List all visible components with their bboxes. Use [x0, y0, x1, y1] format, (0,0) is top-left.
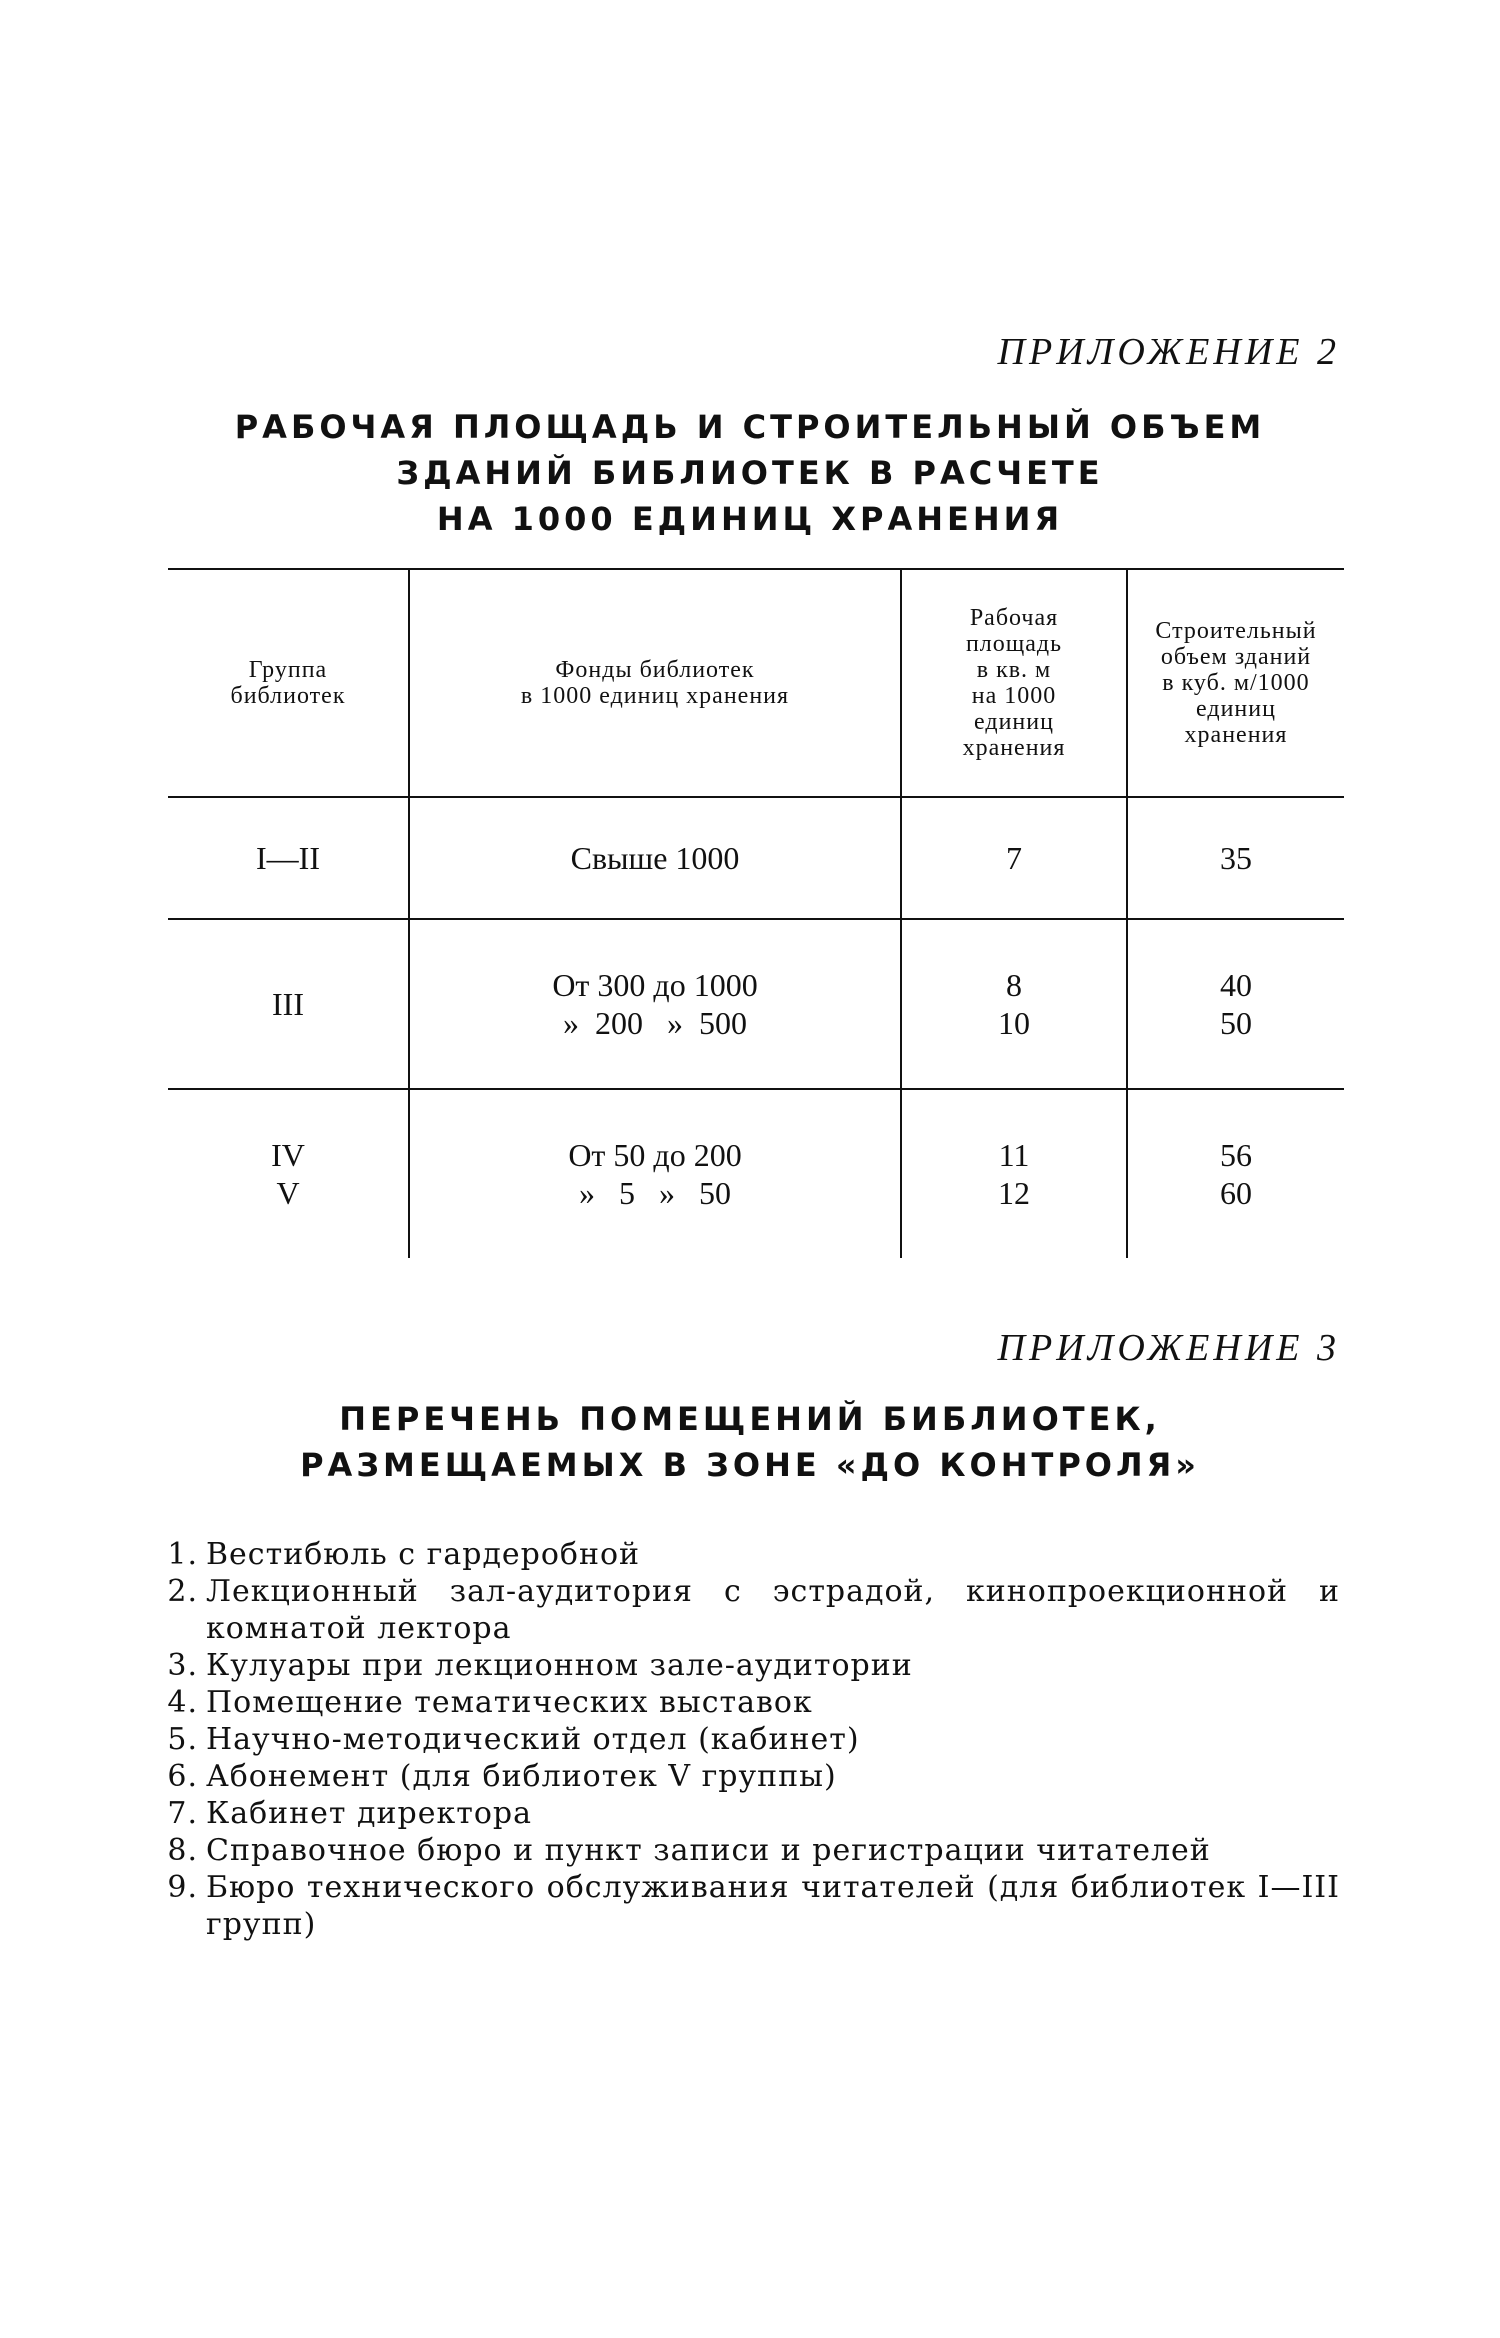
list-item: [160, 1573, 1340, 1647]
list-text: Научно-методический отдел (кабинет): [206, 1722, 860, 1757]
appendix-2-title: [0, 404, 1500, 542]
header-text: Группа: [248, 657, 328, 683]
list-number: 3.: [167, 1648, 198, 1683]
cell-value: III: [272, 986, 304, 1022]
list-text: Справочное бюро и пункт записи и регистрации читателей: [206, 1833, 1211, 1868]
list-item: [160, 1684, 1340, 1721]
header-text: в куб. м/1000: [1162, 670, 1310, 696]
cell-value: От 300 до 1000: [552, 967, 758, 1003]
title-line: ПЕРЕЧЕНЬ ПОМЕЩЕНИЙ БИБЛИОТЕК,: [339, 1400, 1161, 1438]
list-text: Помещение тематических выставок: [206, 1685, 813, 1720]
cell-value: 12: [998, 1175, 1030, 1211]
header-group: [168, 570, 408, 796]
list-number: 1.: [167, 1537, 198, 1572]
cell-volume: [1126, 798, 1344, 918]
list-item: [160, 1647, 1340, 1684]
cell-value: 10: [998, 1005, 1030, 1041]
header-text: Строительный: [1155, 618, 1317, 644]
title-line: РАЗМЕЩАЕМЫХ В ЗОНЕ «ДО КОНТРОЛЯ»: [300, 1446, 1200, 1484]
cell-value: 60: [1220, 1175, 1252, 1211]
cell-value: 35: [1220, 840, 1252, 876]
cell-value: От 50 до 200: [568, 1137, 742, 1173]
header-text: площадь: [965, 631, 1063, 657]
list-item: [160, 1721, 1340, 1758]
cell-value: IV: [271, 1137, 305, 1173]
list-number: 8.: [167, 1833, 198, 1868]
header-text: хранения: [962, 735, 1066, 761]
cell-value: Свыше 1000: [570, 840, 740, 876]
header-text: единиц: [1196, 696, 1276, 722]
cell-group: [168, 920, 408, 1088]
header-text: Рабочая: [969, 605, 1059, 631]
cell-value: 56: [1220, 1137, 1252, 1173]
table-row: [168, 920, 1344, 1088]
cell-value: 8: [1006, 967, 1022, 1003]
cell-area: [900, 798, 1126, 918]
title-line: РАБОЧАЯ ПЛОЩАДЬ И СТРОИТЕЛЬНЫЙ ОБЪЕМ: [234, 408, 1266, 446]
library-area-table: [168, 568, 1344, 1258]
cell-area: [900, 920, 1126, 1088]
list-number: 7.: [167, 1796, 198, 1831]
header-text: в кв. м: [976, 657, 1052, 683]
header-area: [900, 570, 1126, 796]
table-header-row: [168, 570, 1344, 796]
list-item: [160, 1832, 1340, 1869]
cell-value: I—II: [256, 840, 320, 876]
list-text: Кулуары при лекционном зале-аудитории: [206, 1648, 913, 1683]
cell-volume: [1126, 920, 1344, 1088]
list-number: 6.: [167, 1759, 198, 1794]
appendix-2-label: ПРИЛОЖЕНИЕ 2: [997, 331, 1340, 373]
header-volume: [1126, 570, 1344, 796]
cell-value: 40: [1220, 967, 1252, 1003]
cell-value: » 200 » 500: [563, 1005, 747, 1041]
cell-area: [900, 1090, 1126, 1258]
list-text: Вестибюль с гардеробной: [206, 1537, 641, 1572]
title-line: ЗДАНИЙ БИБЛИОТЕК В РАСЧЕТЕ: [396, 454, 1104, 492]
header-text: Фонды библиотек: [555, 657, 755, 683]
table-row: [168, 1090, 1344, 1258]
list-number: 9.: [167, 1870, 198, 1905]
cell-funds: [408, 920, 900, 1088]
list-item: [160, 1869, 1340, 1943]
list-text: Абонемент (для библиотек V группы): [206, 1759, 837, 1794]
list-text: Бюро технического обслуживания читателей (для библиотек I—III групп): [206, 1870, 1340, 1942]
cell-value: 11: [998, 1137, 1030, 1173]
list-text: Кабинет директора: [206, 1796, 532, 1831]
cell-value: V: [276, 1175, 300, 1211]
list-text: Лекционный зал-аудитория с эстрадой, кинопроекционной и комнатой лектора: [206, 1574, 1340, 1646]
room-list: [160, 1536, 1340, 1943]
header-text: хранения: [1184, 722, 1288, 748]
header-text: единиц: [974, 709, 1054, 735]
header-funds: [408, 570, 900, 796]
cell-group: [168, 798, 408, 918]
list-item: [160, 1795, 1340, 1832]
list-item: [160, 1758, 1340, 1795]
cell-group: [168, 1090, 408, 1258]
header-text: библиотек: [230, 683, 346, 709]
title-line: НА 1000 ЕДИНИЦ ХРАНЕНИЯ: [436, 500, 1064, 538]
appendix-3-title: [0, 1396, 1500, 1488]
cell-volume: [1126, 1090, 1344, 1258]
appendix-3-label: ПРИЛОЖЕНИЕ 3: [997, 1327, 1340, 1369]
list-number: 2.: [167, 1574, 198, 1609]
list-number: 5.: [167, 1722, 198, 1757]
header-text: в 1000 единиц хранения: [520, 683, 790, 709]
header-text: объем зданий: [1160, 644, 1312, 670]
list-item: [160, 1536, 1340, 1573]
table-row: [168, 798, 1344, 918]
cell-value: 50: [1220, 1005, 1252, 1041]
cell-value: 7: [1006, 840, 1022, 876]
cell-funds: [408, 1090, 900, 1258]
cell-value: » 5 » 50: [579, 1175, 731, 1211]
list-number: 4.: [167, 1685, 198, 1720]
header-text: на 1000: [971, 683, 1057, 709]
cell-funds: [408, 798, 900, 918]
